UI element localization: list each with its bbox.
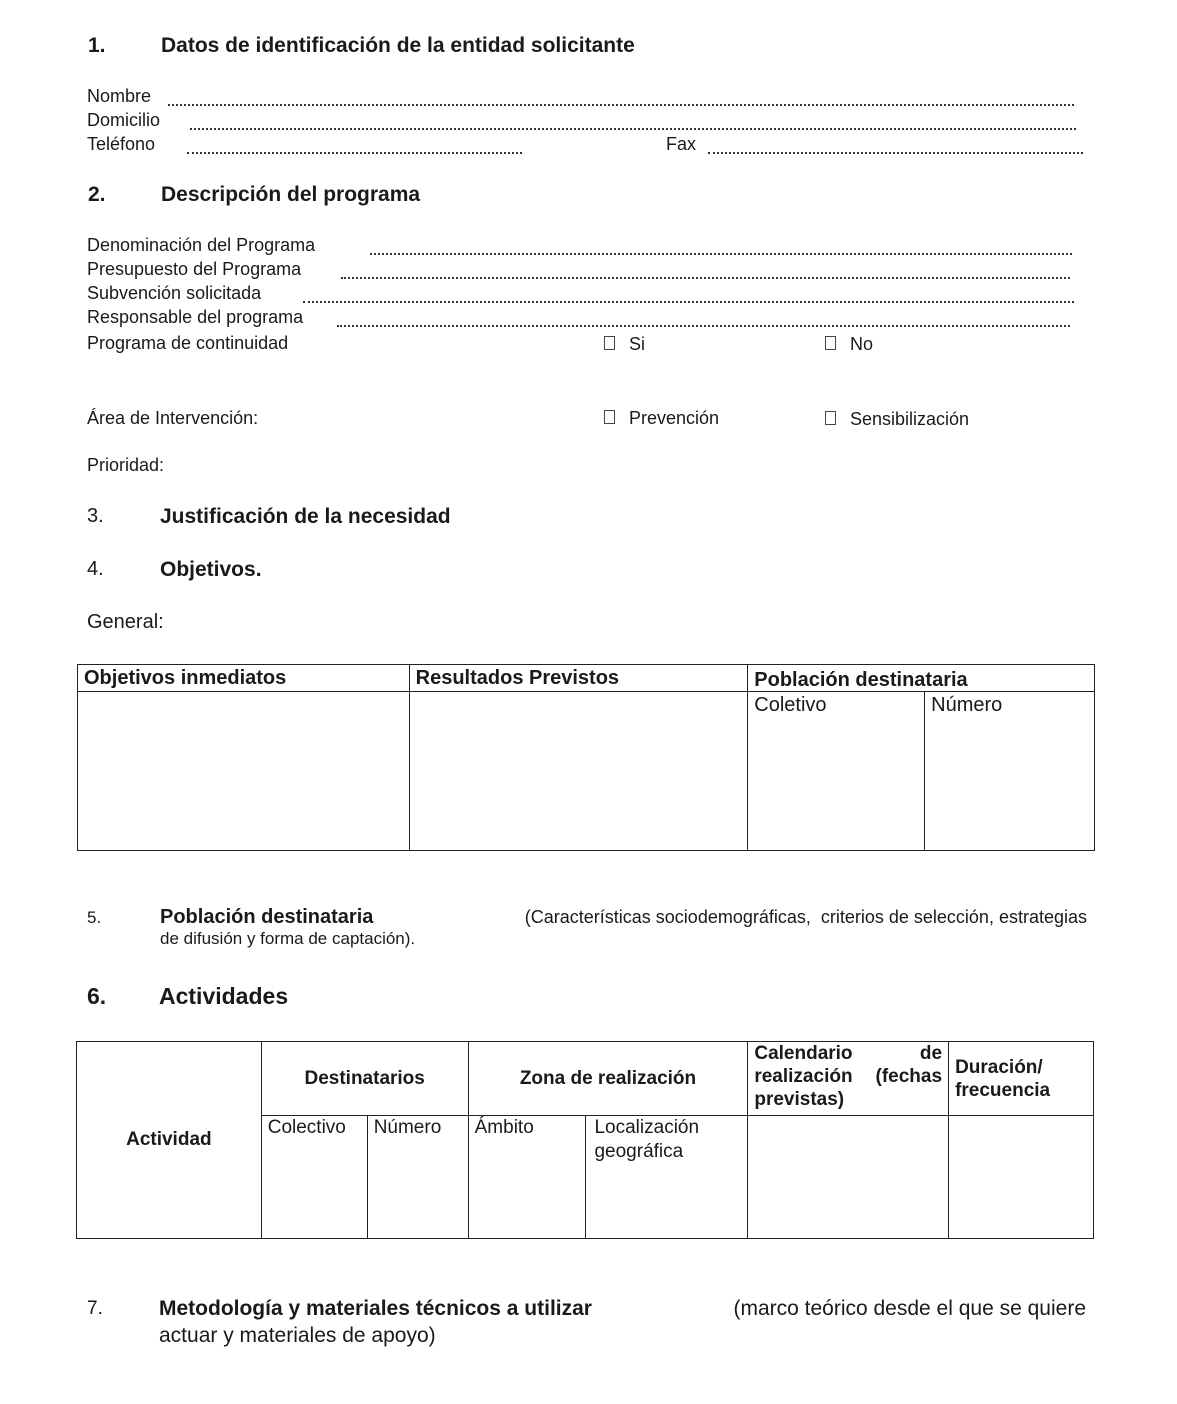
section-6-number: 6. — [87, 983, 107, 1009]
section-1-number: 1. — [88, 34, 106, 57]
destinatarios-header: Destinatarios — [261, 1042, 468, 1116]
resultados-cell[interactable] — [409, 692, 748, 851]
no-label: No — [850, 334, 874, 354]
section-7-title: Metodología y materiales técnicos a utilizar — [159, 1297, 592, 1320]
objetivos-cell[interactable] — [78, 692, 410, 851]
section-5-text-a: (Características sociodemográficas, criterios de selección, estrategias — [524, 907, 1087, 927]
objetivos-table — [77, 664, 1095, 851]
nombre-label: Nombre — [87, 86, 152, 106]
section-4-title: Objetivos. — [160, 558, 262, 581]
general-label: General: — [87, 611, 164, 633]
prioridad-label: Prioridad: — [87, 455, 165, 475]
fax-field[interactable] — [708, 152, 1083, 154]
section-5-paragraph — [160, 905, 1087, 949]
coletivo-cell[interactable]: Coletivo — [748, 692, 925, 851]
si-label: Si — [629, 334, 646, 354]
subvencion-field[interactable] — [303, 301, 1074, 303]
area-sensibilizacion-option[interactable] — [825, 409, 969, 430]
prevencion-label: Prevención — [629, 408, 720, 428]
sensibilizacion-label: Sensibilización — [850, 409, 970, 429]
fax-label: Fax — [666, 134, 697, 154]
subvencion-label: Subvención solicitada — [87, 283, 262, 303]
actividad-header: Actividad — [77, 1042, 262, 1239]
domicilio-label: Domicilio — [87, 110, 161, 130]
checkbox-sensibilizacion[interactable] — [825, 411, 836, 425]
continuidad-si-option[interactable] — [604, 334, 645, 355]
section-2-title: Descripción del programa — [161, 183, 421, 206]
domicilio-field[interactable] — [190, 128, 1076, 130]
denominacion-field[interactable] — [370, 253, 1072, 255]
numero-cell[interactable]: Número — [925, 692, 1095, 851]
actividades-table — [76, 1041, 1094, 1239]
poblacion-destinataria-header: Población destinataria — [748, 665, 1095, 692]
checkbox-prevencion[interactable] — [604, 410, 615, 424]
ambito-cell[interactable]: Ámbito — [468, 1116, 586, 1239]
numero-cell[interactable]: Número — [367, 1116, 468, 1239]
duracion-header: Duración/ frecuencia — [949, 1042, 1094, 1116]
continuidad-label: Programa de continuidad — [87, 333, 289, 353]
colectivo-cell[interactable]: Colectivo — [261, 1116, 367, 1239]
section-5-text-b: de difusión y forma de captación). — [160, 929, 416, 948]
section-5-title: Población destinataria — [160, 906, 374, 928]
nombre-field[interactable] — [168, 104, 1074, 106]
telefono-label: Teléfono — [87, 134, 156, 154]
section-4-number: 4. — [87, 558, 104, 580]
presupuesto-label: Presupuesto del Programa — [87, 259, 302, 279]
section-7-text-a: (marco teórico desde el que se quiere — [733, 1297, 1086, 1320]
checkbox-no[interactable] — [825, 336, 836, 350]
section-7-paragraph — [159, 1295, 1086, 1349]
responsable-label: Responsable del programa — [87, 307, 304, 327]
zona-header: Zona de realización — [468, 1042, 748, 1116]
calendario-cell[interactable] — [748, 1116, 949, 1239]
continuidad-no-option[interactable] — [825, 334, 873, 355]
resultados-previstos-header: Resultados Previstos — [409, 665, 748, 692]
section-2-number: 2. — [88, 183, 106, 206]
duracion-cell[interactable] — [949, 1116, 1094, 1239]
denominacion-label: Denominación del Programa — [87, 235, 316, 255]
telefono-field[interactable] — [187, 152, 522, 154]
area-label: Área de Intervención: — [87, 408, 259, 428]
section-1-title: Datos de identificación de la entidad solicitante — [161, 34, 635, 57]
calendario-header: Calendario de realización (fechas previstas) — [748, 1042, 949, 1116]
checkbox-si[interactable] — [604, 336, 615, 350]
localizacion-cell[interactable]: Localización geográfica — [586, 1116, 748, 1239]
section-6-title: Actividades — [159, 983, 289, 1009]
area-prevencion-option[interactable] — [604, 408, 719, 429]
presupuesto-field[interactable] — [341, 277, 1070, 279]
section-7-number: 7. — [87, 1298, 103, 1319]
section-7-text-b: actuar y materiales de apoyo) — [159, 1324, 436, 1347]
section-3-title: Justificación de la necesidad — [160, 505, 451, 528]
section-3-number: 3. — [87, 505, 104, 527]
objetivos-inmediatos-header: Objetivos inmediatos — [78, 665, 410, 692]
section-5-number: 5. — [87, 908, 102, 927]
responsable-field[interactable] — [337, 325, 1070, 327]
